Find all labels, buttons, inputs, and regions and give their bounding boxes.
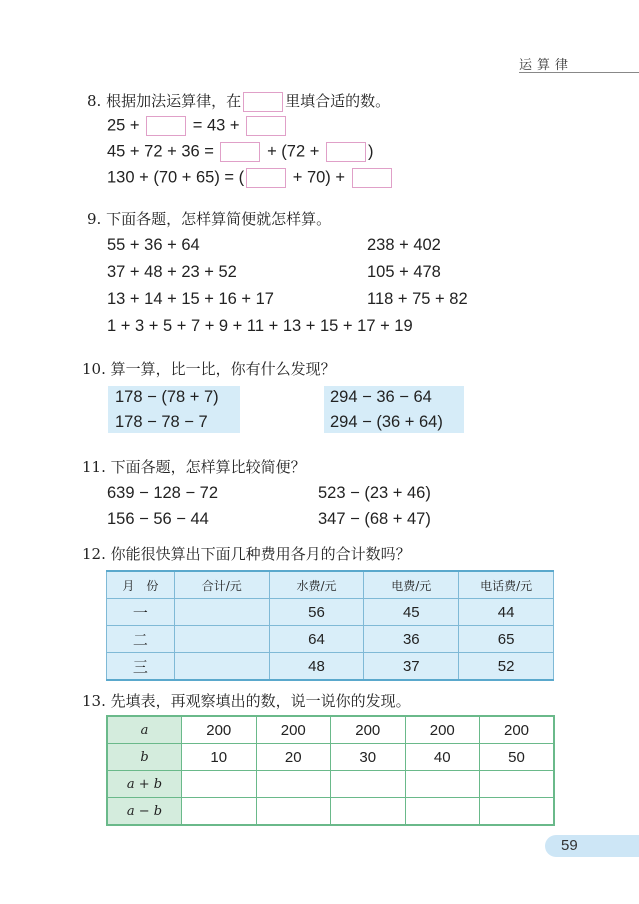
fees-table xyxy=(106,570,554,681)
header-cell: 月 份 xyxy=(107,571,175,599)
value-cell: 56 xyxy=(269,599,364,626)
q10-expr: 178 − (78 + 7) xyxy=(115,388,219,406)
table-row xyxy=(107,626,554,653)
q13-title: 13. 先填表，再观察填出的数，说一说你的发现。 xyxy=(82,692,411,710)
header-cell: 电费/元 xyxy=(364,571,459,599)
value-cell: 37 xyxy=(364,653,459,681)
q11-expr: 639 − 128 − 72 xyxy=(107,484,219,502)
q10-expr: 294 − (36 + 64) xyxy=(330,413,443,431)
answer-box[interactable] xyxy=(326,142,366,162)
value-cell: 200 xyxy=(405,716,480,744)
value-cell: 200 xyxy=(331,716,406,744)
value-cell: 64 xyxy=(269,626,364,653)
q9-expr: 105 + 478 xyxy=(367,263,441,281)
answer-cell[interactable] xyxy=(256,771,331,798)
answer-cell[interactable] xyxy=(182,771,257,798)
q8-line-3 xyxy=(107,168,394,188)
q10-expr: 294 − 36 − 64 xyxy=(330,388,432,406)
section-header xyxy=(519,52,639,73)
q9-expr: 37 + 48 + 23 + 52 xyxy=(107,263,237,281)
answer-box[interactable] xyxy=(246,116,286,136)
q8-title xyxy=(87,90,390,112)
q9-title: 9. 下面各题，怎样算简便就怎样算。 xyxy=(87,210,332,228)
q11-expr: 156 − 56 − 44 xyxy=(107,510,209,528)
value-cell: 200 xyxy=(480,716,555,744)
q8-line-2 xyxy=(107,142,373,162)
table-row xyxy=(107,716,554,744)
table-row xyxy=(107,744,554,771)
q11-expr: 347 − (68 + 47) xyxy=(318,510,431,528)
answer-cell[interactable] xyxy=(256,798,331,826)
value-cell: 50 xyxy=(480,744,555,771)
month-cell: 一 xyxy=(107,599,175,626)
answer-box[interactable] xyxy=(246,168,286,188)
expr: + (72 + xyxy=(267,142,320,161)
table-header-row xyxy=(107,571,554,599)
answer-cell[interactable] xyxy=(480,771,555,798)
month-cell: 三 xyxy=(107,653,175,681)
header-cell: 电话费/元 xyxy=(459,571,554,599)
value-cell: 20 xyxy=(256,744,331,771)
answer-cell[interactable] xyxy=(182,798,257,826)
page-number-tab xyxy=(545,835,639,857)
expr: ) xyxy=(367,142,374,161)
q11-expr: 523 − (23 + 46) xyxy=(318,484,431,502)
table-row xyxy=(107,771,554,798)
expr: + 70) + xyxy=(292,168,346,187)
ab-table xyxy=(106,715,555,826)
expr: = 43 + xyxy=(192,116,240,135)
value-cell: 10 xyxy=(182,744,257,771)
q10-expr: 178 − 78 − 7 xyxy=(115,413,208,431)
value-cell: 40 xyxy=(405,744,480,771)
answer-cell[interactable] xyxy=(331,771,406,798)
value-cell: 48 xyxy=(269,653,364,681)
answer-box[interactable] xyxy=(146,116,186,136)
answer-box[interactable] xyxy=(220,142,260,162)
q9-expr: 238 + 402 xyxy=(367,236,441,254)
value-cell: 36 xyxy=(364,626,459,653)
answer-cell[interactable] xyxy=(331,798,406,826)
answer-box[interactable] xyxy=(352,168,392,188)
page-number: 59 xyxy=(561,837,578,854)
answer-cell[interactable] xyxy=(480,798,555,826)
month-cell: 二 xyxy=(107,626,175,653)
header-cell: 合计/元 xyxy=(174,571,269,599)
row-label: a + b xyxy=(107,771,182,798)
q9-expr: 118 + 75 + 82 xyxy=(367,290,468,308)
q10-title: 10. 算一算，比一比，你有什么发现？ xyxy=(82,360,336,378)
table-row xyxy=(107,653,554,681)
q9-expr: 1 + 3 + 5 + 7 + 9 + 11 + 13 + 15 + 17 + 19 xyxy=(107,317,413,335)
answer-cell[interactable] xyxy=(405,798,480,826)
header-cell: 水费/元 xyxy=(269,571,364,599)
table-row xyxy=(107,599,554,626)
q8-title-tail: 里填合适的数。 xyxy=(285,92,391,110)
expr: 25 + xyxy=(107,116,140,135)
section-title: 运算律 xyxy=(519,58,574,73)
value-cell: 65 xyxy=(459,626,554,653)
total-cell[interactable] xyxy=(174,626,269,653)
value-cell: 45 xyxy=(364,599,459,626)
total-cell[interactable] xyxy=(174,653,269,681)
value-cell: 44 xyxy=(459,599,554,626)
q9-expr: 55 + 36 + 64 xyxy=(107,236,200,254)
q12-title: 12. 你能很快算出下面几种费用各月的合计数吗？ xyxy=(82,545,411,563)
q9-expr: 13 + 14 + 15 + 16 + 17 xyxy=(107,290,274,308)
value-cell: 200 xyxy=(182,716,257,744)
expr: 45 + 72 + 36 = xyxy=(107,142,214,161)
total-cell[interactable] xyxy=(174,599,269,626)
value-cell: 52 xyxy=(459,653,554,681)
row-label: a − b xyxy=(107,798,182,826)
q8-line-1 xyxy=(107,116,288,136)
row-label: a xyxy=(107,716,182,744)
answer-cell[interactable] xyxy=(405,771,480,798)
q11-title: 11. 下面各题，怎样算比较简便？ xyxy=(82,458,306,476)
value-cell: 30 xyxy=(331,744,406,771)
value-cell: 200 xyxy=(256,716,331,744)
table-row xyxy=(107,798,554,826)
q8-title-text: 8. 根据加法运算律，在 xyxy=(87,92,242,110)
row-label: b xyxy=(107,744,182,771)
answer-box xyxy=(243,92,283,112)
expr: 130 + (70 + 65) = ( xyxy=(107,168,245,187)
